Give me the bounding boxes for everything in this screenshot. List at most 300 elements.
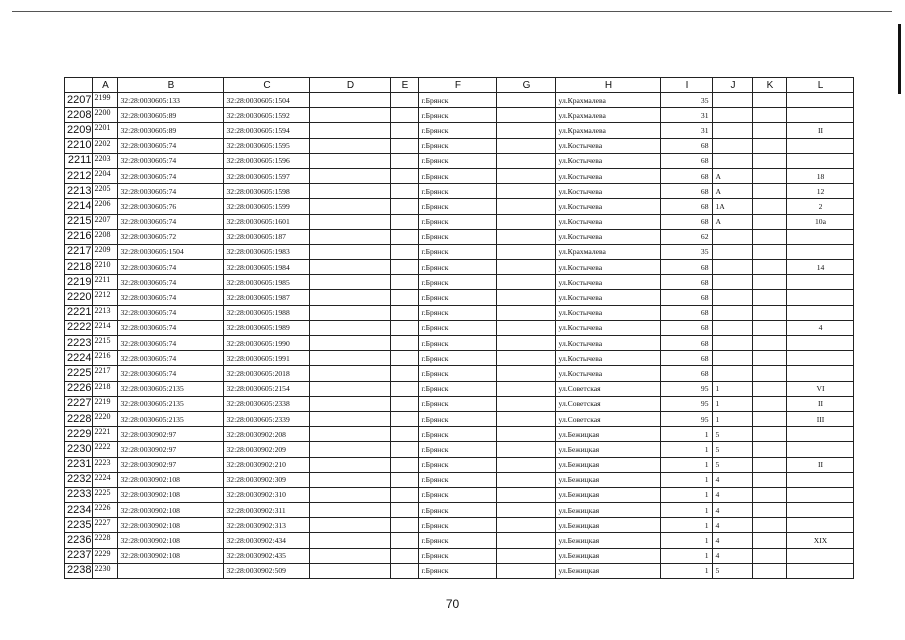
cell-f[interactable]: г.Брянск <box>419 533 497 548</box>
cell-e[interactable] <box>391 320 419 335</box>
cell-k[interactable] <box>753 472 787 487</box>
row-number[interactable]: 2235 <box>65 518 93 533</box>
cell-e[interactable] <box>391 123 419 138</box>
cell-c[interactable]: 32:28:0030605:187 <box>224 229 310 244</box>
cell-l[interactable] <box>787 427 854 442</box>
cell-i[interactable]: 1 <box>661 563 713 578</box>
cell-i[interactable]: 1 <box>661 427 713 442</box>
cell-l[interactable] <box>787 351 854 366</box>
cell-g[interactable] <box>497 153 556 168</box>
column-header-i[interactable]: I <box>661 78 713 93</box>
cell-b[interactable]: 32:28:0030902:108 <box>118 548 224 563</box>
cell-c[interactable]: 32:28:0030605:2338 <box>224 396 310 411</box>
cell-a[interactable]: 2203 <box>93 153 118 168</box>
cell-l[interactable] <box>787 487 854 502</box>
cell-k[interactable] <box>753 563 787 578</box>
cell-b[interactable]: 32:28:0030605:89 <box>118 123 224 138</box>
cell-c[interactable]: 32:28:0030605:1594 <box>224 123 310 138</box>
cell-l[interactable] <box>787 138 854 153</box>
cell-i[interactable]: 68 <box>661 153 713 168</box>
row-number[interactable]: 2207 <box>65 93 93 108</box>
cell-g[interactable] <box>497 138 556 153</box>
cell-d[interactable] <box>310 396 391 411</box>
cell-l[interactable] <box>787 503 854 518</box>
cell-h[interactable]: ул.Костычева <box>556 275 661 290</box>
cell-a[interactable]: 2218 <box>93 381 118 396</box>
row-number[interactable]: 2229 <box>65 427 93 442</box>
cell-a[interactable]: 2209 <box>93 244 118 259</box>
cell-e[interactable] <box>391 93 419 108</box>
row-number[interactable]: 2228 <box>65 411 93 426</box>
cell-c[interactable]: 32:28:0030902:313 <box>224 518 310 533</box>
cell-d[interactable] <box>310 518 391 533</box>
cell-h[interactable]: ул.Костычева <box>556 199 661 214</box>
cell-e[interactable] <box>391 518 419 533</box>
row-number[interactable]: 2230 <box>65 442 93 457</box>
cell-j[interactable]: 4 <box>713 472 753 487</box>
cell-j[interactable] <box>713 366 753 381</box>
cell-d[interactable] <box>310 123 391 138</box>
cell-f[interactable]: г.Брянск <box>419 442 497 457</box>
cell-b[interactable]: 32:28:0030605:2135 <box>118 381 224 396</box>
cell-d[interactable] <box>310 260 391 275</box>
cell-b[interactable]: 32:28:0030605:133 <box>118 93 224 108</box>
cell-j[interactable]: 5 <box>713 457 753 472</box>
cell-b[interactable]: 32:28:0030902:108 <box>118 472 224 487</box>
cell-i[interactable]: 68 <box>661 184 713 199</box>
cell-i[interactable]: 68 <box>661 214 713 229</box>
cell-j[interactable] <box>713 108 753 123</box>
cell-k[interactable] <box>753 168 787 183</box>
row-number[interactable]: 2215 <box>65 214 93 229</box>
cell-a[interactable]: 2199 <box>93 93 118 108</box>
cell-g[interactable] <box>497 260 556 275</box>
cell-a[interactable]: 2213 <box>93 305 118 320</box>
cell-h[interactable]: ул.Советская <box>556 411 661 426</box>
cell-c[interactable]: 32:28:0030902:309 <box>224 472 310 487</box>
cell-h[interactable]: ул.Костычева <box>556 366 661 381</box>
cell-a[interactable]: 2210 <box>93 260 118 275</box>
cell-e[interactable] <box>391 336 419 351</box>
cell-b[interactable]: 32:28:0030605:74 <box>118 290 224 305</box>
cell-d[interactable] <box>310 275 391 290</box>
cell-k[interactable] <box>753 411 787 426</box>
cell-d[interactable] <box>310 305 391 320</box>
cell-h[interactable]: ул.Костычева <box>556 168 661 183</box>
cell-g[interactable] <box>497 503 556 518</box>
cell-i[interactable]: 68 <box>661 290 713 305</box>
cell-e[interactable] <box>391 411 419 426</box>
cell-g[interactable] <box>497 199 556 214</box>
cell-g[interactable] <box>497 487 556 502</box>
cell-d[interactable] <box>310 138 391 153</box>
cell-l[interactable]: III <box>787 411 854 426</box>
cell-d[interactable] <box>310 503 391 518</box>
cell-k[interactable] <box>753 244 787 259</box>
row-number[interactable]: 2220 <box>65 290 93 305</box>
cell-l[interactable] <box>787 305 854 320</box>
cell-l[interactable]: II <box>787 396 854 411</box>
cell-g[interactable] <box>497 381 556 396</box>
cell-f[interactable]: г.Брянск <box>419 108 497 123</box>
cell-c[interactable]: 32:28:0030605:1595 <box>224 138 310 153</box>
cell-b[interactable]: 32:28:0030902:108 <box>118 518 224 533</box>
cell-b[interactable]: 32:28:0030605:74 <box>118 138 224 153</box>
cell-c[interactable]: 32:28:0030902:210 <box>224 457 310 472</box>
cell-c[interactable]: 32:28:0030902:310 <box>224 487 310 502</box>
cell-f[interactable]: г.Брянск <box>419 457 497 472</box>
cell-f[interactable]: г.Брянск <box>419 184 497 199</box>
cell-f[interactable]: г.Брянск <box>419 214 497 229</box>
row-number[interactable]: 2232 <box>65 472 93 487</box>
cell-b[interactable]: 32:28:0030902:97 <box>118 457 224 472</box>
row-number[interactable]: 2223 <box>65 336 93 351</box>
cell-b[interactable] <box>118 563 224 578</box>
row-number[interactable]: 2211 <box>65 153 93 168</box>
cell-g[interactable] <box>497 320 556 335</box>
cell-k[interactable] <box>753 305 787 320</box>
cell-f[interactable]: г.Брянск <box>419 275 497 290</box>
column-header-h[interactable]: H <box>556 78 661 93</box>
cell-h[interactable]: ул.Костычева <box>556 260 661 275</box>
cell-e[interactable] <box>391 290 419 305</box>
cell-g[interactable] <box>497 427 556 442</box>
row-number[interactable]: 2222 <box>65 320 93 335</box>
cell-g[interactable] <box>497 229 556 244</box>
cell-j[interactable] <box>713 244 753 259</box>
cell-a[interactable]: 2216 <box>93 351 118 366</box>
cell-b[interactable]: 32:28:0030605:74 <box>118 351 224 366</box>
cell-k[interactable] <box>753 123 787 138</box>
cell-h[interactable]: ул.Крахмалева <box>556 123 661 138</box>
cell-g[interactable] <box>497 518 556 533</box>
cell-j[interactable] <box>713 93 753 108</box>
cell-f[interactable]: г.Брянск <box>419 153 497 168</box>
cell-a[interactable]: 2227 <box>93 518 118 533</box>
cell-d[interactable] <box>310 548 391 563</box>
cell-g[interactable] <box>497 93 556 108</box>
cell-e[interactable] <box>391 472 419 487</box>
cell-d[interactable] <box>310 563 391 578</box>
row-number[interactable]: 2233 <box>65 487 93 502</box>
cell-d[interactable] <box>310 244 391 259</box>
cell-d[interactable] <box>310 199 391 214</box>
cell-a[interactable]: 2205 <box>93 184 118 199</box>
cell-a[interactable]: 2214 <box>93 320 118 335</box>
cell-k[interactable] <box>753 366 787 381</box>
cell-l[interactable]: 2 <box>787 199 854 214</box>
cell-i[interactable]: 1 <box>661 472 713 487</box>
cell-d[interactable] <box>310 153 391 168</box>
cell-l[interactable] <box>787 472 854 487</box>
cell-i[interactable]: 1 <box>661 518 713 533</box>
cell-h[interactable]: ул.Бежицкая <box>556 563 661 578</box>
cell-d[interactable] <box>310 381 391 396</box>
cell-b[interactable]: 32:28:0030605:74 <box>118 260 224 275</box>
cell-l[interactable]: 10а <box>787 214 854 229</box>
cell-k[interactable] <box>753 229 787 244</box>
cell-i[interactable]: 68 <box>661 336 713 351</box>
cell-k[interactable] <box>753 108 787 123</box>
cell-c[interactable]: 32:28:0030605:1592 <box>224 108 310 123</box>
cell-c[interactable]: 32:28:0030605:1596 <box>224 153 310 168</box>
cell-c[interactable]: 32:28:0030902:509 <box>224 563 310 578</box>
cell-a[interactable]: 2202 <box>93 138 118 153</box>
cell-e[interactable] <box>391 199 419 214</box>
cell-i[interactable]: 35 <box>661 93 713 108</box>
cell-h[interactable]: ул.Бежицкая <box>556 457 661 472</box>
cell-i[interactable]: 1 <box>661 457 713 472</box>
cell-c[interactable]: 32:28:0030902:208 <box>224 427 310 442</box>
row-number[interactable]: 2234 <box>65 503 93 518</box>
cell-a[interactable]: 2215 <box>93 336 118 351</box>
row-number[interactable]: 2217 <box>65 244 93 259</box>
cell-a[interactable]: 2219 <box>93 396 118 411</box>
cell-h[interactable]: ул.Бежицкая <box>556 427 661 442</box>
cell-i[interactable]: 31 <box>661 108 713 123</box>
cell-h[interactable]: ул.Костычева <box>556 214 661 229</box>
cell-g[interactable] <box>497 244 556 259</box>
cell-l[interactable]: 12 <box>787 184 854 199</box>
row-number[interactable]: 2218 <box>65 260 93 275</box>
cell-i[interactable]: 1 <box>661 533 713 548</box>
cell-j[interactable] <box>713 138 753 153</box>
cell-c[interactable]: 32:28:0030605:1991 <box>224 351 310 366</box>
cell-k[interactable] <box>753 548 787 563</box>
cell-e[interactable] <box>391 503 419 518</box>
cell-l[interactable]: 4 <box>787 320 854 335</box>
cell-d[interactable] <box>310 336 391 351</box>
row-number[interactable]: 2212 <box>65 168 93 183</box>
cell-f[interactable]: г.Брянск <box>419 503 497 518</box>
cell-j[interactable] <box>713 305 753 320</box>
cell-f[interactable]: г.Брянск <box>419 396 497 411</box>
cell-b[interactable]: 32:28:0030605:74 <box>118 366 224 381</box>
cell-d[interactable] <box>310 168 391 183</box>
cell-j[interactable] <box>713 123 753 138</box>
cell-f[interactable]: г.Брянск <box>419 244 497 259</box>
cell-k[interactable] <box>753 518 787 533</box>
cell-k[interactable] <box>753 442 787 457</box>
cell-g[interactable] <box>497 533 556 548</box>
cell-k[interactable] <box>753 260 787 275</box>
cell-i[interactable]: 68 <box>661 351 713 366</box>
row-number[interactable]: 2214 <box>65 199 93 214</box>
cell-c[interactable]: 32:28:0030605:2339 <box>224 411 310 426</box>
cell-h[interactable]: ул.Бежицкая <box>556 487 661 502</box>
cell-j[interactable]: А <box>713 184 753 199</box>
cell-f[interactable]: г.Брянск <box>419 518 497 533</box>
cell-h[interactable]: ул.Бежицкая <box>556 518 661 533</box>
cell-j[interactable]: 1 <box>713 396 753 411</box>
cell-c[interactable]: 32:28:0030605:1597 <box>224 168 310 183</box>
cell-b[interactable]: 32:28:0030902:108 <box>118 487 224 502</box>
row-number[interactable]: 2216 <box>65 229 93 244</box>
cell-e[interactable] <box>391 275 419 290</box>
cell-h[interactable]: ул.Костычева <box>556 320 661 335</box>
cell-k[interactable] <box>753 184 787 199</box>
cell-k[interactable] <box>753 199 787 214</box>
cell-d[interactable] <box>310 351 391 366</box>
cell-i[interactable]: 1 <box>661 548 713 563</box>
row-number[interactable]: 2208 <box>65 108 93 123</box>
cell-f[interactable]: г.Брянск <box>419 138 497 153</box>
cell-l[interactable] <box>787 290 854 305</box>
cell-d[interactable] <box>310 442 391 457</box>
cell-a[interactable]: 2223 <box>93 457 118 472</box>
row-number[interactable]: 2226 <box>65 381 93 396</box>
row-number[interactable]: 2231 <box>65 457 93 472</box>
cell-g[interactable] <box>497 351 556 366</box>
cell-j[interactable]: 1 <box>713 411 753 426</box>
cell-c[interactable]: 32:28:0030605:2154 <box>224 381 310 396</box>
row-number[interactable]: 2213 <box>65 184 93 199</box>
cell-e[interactable] <box>391 108 419 123</box>
cell-a[interactable]: 2226 <box>93 503 118 518</box>
cell-d[interactable] <box>310 533 391 548</box>
cell-l[interactable]: II <box>787 123 854 138</box>
cell-f[interactable]: г.Брянск <box>419 199 497 214</box>
cell-c[interactable]: 32:28:0030605:1983 <box>224 244 310 259</box>
cell-h[interactable]: ул.Костычева <box>556 351 661 366</box>
cell-h[interactable]: ул.Костычева <box>556 305 661 320</box>
cell-g[interactable] <box>497 305 556 320</box>
column-header-b[interactable]: B <box>118 78 224 93</box>
cell-d[interactable] <box>310 472 391 487</box>
cell-l[interactable] <box>787 563 854 578</box>
cell-c[interactable]: 32:28:0030605:2018 <box>224 366 310 381</box>
cell-a[interactable]: 2207 <box>93 214 118 229</box>
cell-b[interactable]: 32:28:0030902:108 <box>118 533 224 548</box>
cell-d[interactable] <box>310 457 391 472</box>
cell-c[interactable]: 32:28:0030902:209 <box>224 442 310 457</box>
cell-a[interactable]: 2206 <box>93 199 118 214</box>
cell-b[interactable]: 32:28:0030605:74 <box>118 305 224 320</box>
cell-i[interactable]: 95 <box>661 381 713 396</box>
cell-k[interactable] <box>753 351 787 366</box>
cell-a[interactable]: 2200 <box>93 108 118 123</box>
cell-f[interactable]: г.Брянск <box>419 93 497 108</box>
cell-e[interactable] <box>391 260 419 275</box>
cell-e[interactable] <box>391 229 419 244</box>
cell-l[interactable] <box>787 153 854 168</box>
cell-g[interactable] <box>497 184 556 199</box>
cell-b[interactable]: 32:28:0030605:2135 <box>118 411 224 426</box>
cell-d[interactable] <box>310 93 391 108</box>
cell-h[interactable]: ул.Костычева <box>556 153 661 168</box>
cell-b[interactable]: 32:28:0030902:97 <box>118 427 224 442</box>
column-header-a[interactable]: A <box>93 78 118 93</box>
cell-k[interactable] <box>753 93 787 108</box>
cell-g[interactable] <box>497 108 556 123</box>
cell-b[interactable]: 32:28:0030605:74 <box>118 336 224 351</box>
cell-h[interactable]: ул.Бежицкая <box>556 533 661 548</box>
cell-i[interactable]: 95 <box>661 411 713 426</box>
cell-g[interactable] <box>497 275 556 290</box>
cell-l[interactable] <box>787 229 854 244</box>
cell-b[interactable]: 32:28:0030605:2135 <box>118 396 224 411</box>
cell-k[interactable] <box>753 138 787 153</box>
row-number[interactable]: 2210 <box>65 138 93 153</box>
cell-b[interactable]: 32:28:0030902:108 <box>118 503 224 518</box>
cell-f[interactable]: г.Брянск <box>419 381 497 396</box>
cell-l[interactable]: II <box>787 457 854 472</box>
cell-e[interactable] <box>391 138 419 153</box>
cell-d[interactable] <box>310 427 391 442</box>
cell-i[interactable]: 35 <box>661 244 713 259</box>
cell-f[interactable]: г.Брянск <box>419 305 497 320</box>
cell-j[interactable]: 4 <box>713 533 753 548</box>
cell-i[interactable]: 68 <box>661 320 713 335</box>
cell-g[interactable] <box>497 290 556 305</box>
cell-e[interactable] <box>391 457 419 472</box>
cell-j[interactable]: 4 <box>713 548 753 563</box>
cell-c[interactable]: 32:28:0030902:434 <box>224 533 310 548</box>
cell-j[interactable]: А <box>713 168 753 183</box>
cell-j[interactable]: 5 <box>713 427 753 442</box>
cell-e[interactable] <box>391 442 419 457</box>
cell-e[interactable] <box>391 548 419 563</box>
cell-l[interactable] <box>787 108 854 123</box>
cell-d[interactable] <box>310 366 391 381</box>
cell-a[interactable]: 2225 <box>93 487 118 502</box>
cell-d[interactable] <box>310 229 391 244</box>
cell-g[interactable] <box>497 168 556 183</box>
cell-j[interactable] <box>713 275 753 290</box>
cell-l[interactable]: VI <box>787 381 854 396</box>
row-number[interactable]: 2237 <box>65 548 93 563</box>
cell-b[interactable]: 32:28:0030605:74 <box>118 168 224 183</box>
cell-c[interactable]: 32:28:0030605:1989 <box>224 320 310 335</box>
cell-e[interactable] <box>391 214 419 229</box>
cell-l[interactable] <box>787 548 854 563</box>
cell-j[interactable]: 1 <box>713 381 753 396</box>
cell-l[interactable]: 18 <box>787 168 854 183</box>
cell-f[interactable]: г.Брянск <box>419 290 497 305</box>
cell-h[interactable]: ул.Костычева <box>556 229 661 244</box>
cell-b[interactable]: 32:28:0030902:97 <box>118 442 224 457</box>
cell-j[interactable]: 4 <box>713 503 753 518</box>
cell-j[interactable] <box>713 260 753 275</box>
cell-c[interactable]: 32:28:0030605:1988 <box>224 305 310 320</box>
cell-h[interactable]: ул.Костычева <box>556 336 661 351</box>
row-number[interactable]: 2227 <box>65 396 93 411</box>
column-header-c[interactable]: C <box>224 78 310 93</box>
cell-a[interactable]: 2222 <box>93 442 118 457</box>
row-number[interactable]: 2209 <box>65 123 93 138</box>
cell-e[interactable] <box>391 396 419 411</box>
cell-k[interactable] <box>753 275 787 290</box>
cell-h[interactable]: ул.Крахмалева <box>556 108 661 123</box>
cell-i[interactable]: 62 <box>661 229 713 244</box>
cell-c[interactable]: 32:28:0030605:1504 <box>224 93 310 108</box>
column-header-k[interactable]: K <box>753 78 787 93</box>
cell-i[interactable]: 68 <box>661 260 713 275</box>
cell-h[interactable]: ул.Бежицкая <box>556 503 661 518</box>
cell-g[interactable] <box>497 336 556 351</box>
cell-g[interactable] <box>497 472 556 487</box>
cell-a[interactable]: 2229 <box>93 548 118 563</box>
cell-l[interactable]: 14 <box>787 260 854 275</box>
cell-e[interactable] <box>391 563 419 578</box>
column-header-f[interactable]: F <box>419 78 497 93</box>
cell-i[interactable]: 1 <box>661 503 713 518</box>
cell-j[interactable] <box>713 336 753 351</box>
cell-i[interactable]: 95 <box>661 396 713 411</box>
cell-g[interactable] <box>497 457 556 472</box>
cell-b[interactable]: 32:28:0030605:1504 <box>118 244 224 259</box>
cell-g[interactable] <box>497 563 556 578</box>
